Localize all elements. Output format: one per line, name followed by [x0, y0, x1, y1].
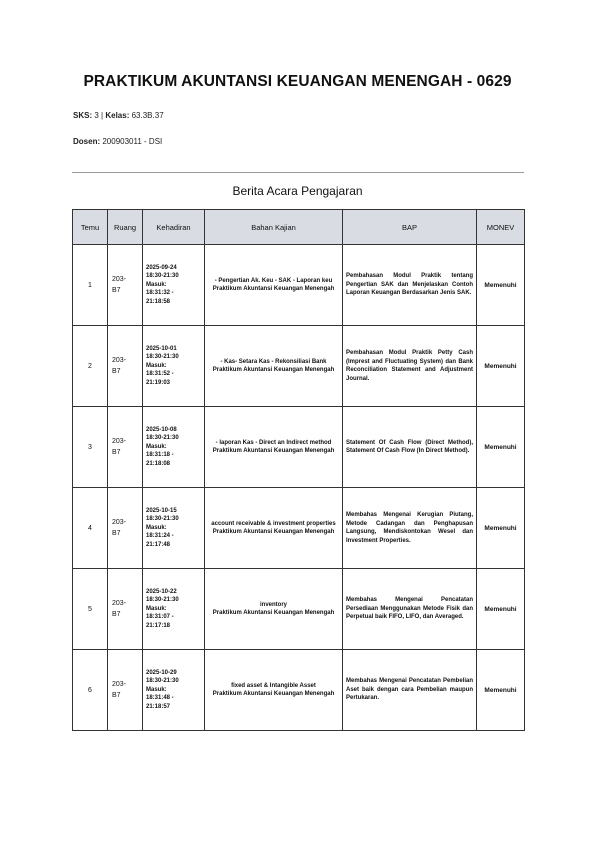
table-row — [73, 326, 525, 407]
col-header-ruang: Ruang — [108, 210, 143, 245]
cell-kehadiran: 2025-10-15 18:30-21:30 Masuk: 18:31:24 - 21:17:48 — [143, 488, 205, 569]
cell-temu: 2 — [73, 326, 108, 407]
table-row — [73, 245, 525, 326]
cell-bap: Statement Of Cash Flow (Direct Method), Statement Of Cash Flow (In Direct Method). — [343, 407, 477, 488]
kelas-label: Kelas: — [105, 111, 130, 120]
lecturer-meta-line — [73, 137, 162, 146]
cell-bahan-kajian: - laporan Kas - Direct an Indirect method Praktikum Akuntansi Keuangan Menengah — [205, 407, 343, 488]
cell-monev: Memenuhi — [477, 326, 525, 407]
cell-bap: Membahas Mengenai Pencatatan Persediaan Menggunakan Metode Fisik dan Perpetual baik FIFO, LIFO, dan Averaged. — [343, 569, 477, 650]
sks-value: 3 — [94, 111, 99, 120]
cell-bahan-kajian: - Pengertian Ak. Keu - SAK - Laporan keu Praktikum Akuntansi Keuangan Menengah — [205, 245, 343, 326]
cell-ruang: 203- B7 — [108, 650, 143, 731]
header-divider — [72, 172, 524, 173]
cell-bap: Membahas Mengenai Pencatatan Pembelian Aset baik dengan cara Pembelian maupun Pertukaran. — [343, 650, 477, 731]
cell-kehadiran: 2025-10-22 18:30-21:30 Masuk: 18:31:07 - 21:17:18 — [143, 569, 205, 650]
dosen-value: 200903011 - DSI — [102, 137, 163, 146]
cell-temu: 4 — [73, 488, 108, 569]
cell-temu: 3 — [73, 407, 108, 488]
cell-bahan-kajian: fixed asset & Intangible Asset Praktikum Akuntansi Keuangan Menengah — [205, 650, 343, 731]
cell-ruang: 203- B7 — [108, 488, 143, 569]
cell-kehadiran: 2025-10-08 18:30-21:30 Masuk: 18:31:18 - 21:18:08 — [143, 407, 205, 488]
cell-monev: Memenuhi — [477, 569, 525, 650]
cell-temu: 6 — [73, 650, 108, 731]
cell-ruang: 203- B7 — [108, 569, 143, 650]
kelas-value: 63.3B.37 — [131, 111, 164, 120]
cell-monev: Memenuhi — [477, 407, 525, 488]
course-meta-line — [73, 111, 164, 120]
cell-ruang: 203- B7 — [108, 407, 143, 488]
section-title: Berita Acara Pengajaran — [232, 184, 363, 198]
table-row — [73, 488, 525, 569]
cell-bahan-kajian: - Kas- Setara Kas - Rekonsiliasi Bank Praktikum Akuntansi Keuangan Menengah — [205, 326, 343, 407]
col-header-bap: BAP — [343, 210, 477, 245]
dosen-label: Dosen: — [73, 137, 101, 146]
col-header-monev: MONEV — [477, 210, 525, 245]
cell-kehadiran: 2025-09-24 18:30-21:30 Masuk: 18:31:32 - 21:18:58 — [143, 245, 205, 326]
table-row — [73, 650, 525, 731]
page-title: PRAKTIKUM AKUNTANSI KEUANGAN MENENGAH - 0629 — [83, 73, 512, 90]
cell-bap: Pembahasan Modul Praktik Petty Cash (Imprest and Fluctuating System) dan Bank Reconciliation Statement and Adjustment Journal. — [343, 326, 477, 407]
table-row — [73, 569, 525, 650]
cell-bap: Pembahasan Modul Praktik tentang Pengertian SAK dan Menjelaskan Contoh Laporan Keuangan Berdasarkan Jenis SAK. — [343, 245, 477, 326]
cell-temu: 1 — [73, 245, 108, 326]
cell-kehadiran: 2025-10-29 18:30-21:30 Masuk: 18:31:48 - 21:18:57 — [143, 650, 205, 731]
meta-separator: | — [101, 111, 104, 120]
sks-label: SKS: — [73, 111, 93, 120]
cell-bap: Membahas Mengenai Kerugian Piutang, Metode Cadangan dan Penghapusan Langsung, Mendiskontokan Wesel dan Investment Properties. — [343, 488, 477, 569]
table-header-row — [73, 210, 525, 245]
cell-monev: Memenuhi — [477, 245, 525, 326]
cell-monev: Memenuhi — [477, 650, 525, 731]
table-row — [73, 407, 525, 488]
cell-temu: 5 — [73, 569, 108, 650]
cell-bahan-kajian: inventory Praktikum Akuntansi Keuangan Menengah — [205, 569, 343, 650]
cell-bahan-kajian: account receivable & investment properties Praktikum Akuntansi Keuangan Menengah — [205, 488, 343, 569]
cell-kehadiran: 2025-10-01 18:30-21:30 Masuk: 18:31:52 - 21:19:03 — [143, 326, 205, 407]
cell-ruang: 203- B7 — [108, 245, 143, 326]
cell-monev: Memenuhi — [477, 488, 525, 569]
col-header-kehadiran: Kehadiran — [143, 210, 205, 245]
col-header-temu: Temu — [73, 210, 108, 245]
cell-ruang: 203- B7 — [108, 326, 143, 407]
bap-table — [72, 209, 525, 731]
col-header-bahan-kajian: Bahan Kajian — [205, 210, 343, 245]
